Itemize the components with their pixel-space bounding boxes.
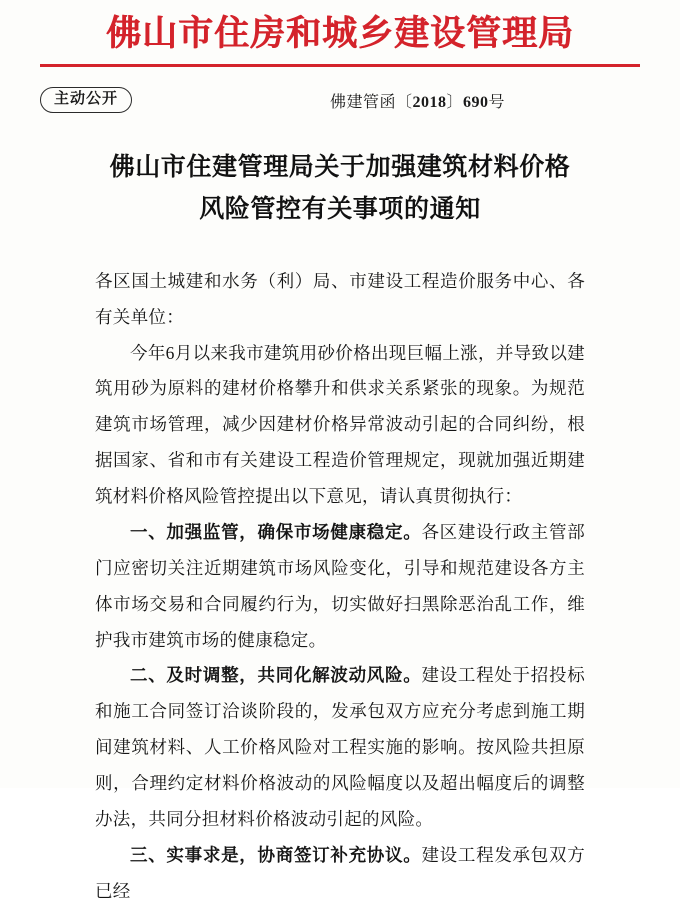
disclosure-badge: 主动公开 bbox=[40, 87, 132, 113]
paragraph-item-3 bbox=[95, 838, 585, 910]
item-1-text: 各区建设行政主管部门应密切关注近期建筑市场风险变化，引导和规范建设各方主体市场交易和合同履约行为，切实做好扫黑除恶治乱工作，维护我市建筑市场的健康稳定。 bbox=[95, 521, 585, 650]
document-number-suffix: 号 bbox=[488, 94, 506, 112]
document-body bbox=[95, 264, 585, 910]
paragraph-1: 今年6月以来我市建筑用砂价格出现巨幅上涨，并导致以建筑用砂为原料的建材价格攀升和供求关系紧张的现象。为规范建筑市场管理，减少因建材价格异常波动引起的合同纠纷，根据国家、省和市有关建设工程造价管理规定，现就加强近期建筑材料价格风险管控提出以下意见，请认真贯彻执行： bbox=[95, 342, 585, 506]
recipient-line: 各区国土城建和水务（利）局、市建设工程造价服务中心、各有关单位： bbox=[95, 270, 585, 327]
document-title-line-1: 佛山市住建管理局关于加强建筑材料价格 bbox=[109, 154, 571, 182]
item-3-text: 建设工程发承包双方已经 bbox=[95, 844, 585, 901]
document-number-prefix: 佛建管函 bbox=[330, 94, 397, 112]
item-2-text: 建设工程处于招投标和施工合同签订洽谈阶段的，发承包双方应充分考虑到施工期间建筑材料、人工价格风险对工程实施的影响。按风险共担原则，合理约定材料价格波动的风险幅度以及超出幅度后的调整办法，共同分担材料价格波动引起的风险。 bbox=[95, 665, 585, 829]
document-title bbox=[60, 147, 620, 230]
item-1-label: 一、加强监管，确保市场健康稳定。 bbox=[130, 521, 422, 542]
document-number-bracket-close: 〕 bbox=[446, 94, 464, 112]
masthead-divider bbox=[40, 64, 640, 67]
document-number-bracket-open: 〔 bbox=[396, 94, 413, 112]
item-2-label: 二、及时调整，共同化解波动风险。 bbox=[130, 665, 422, 686]
paragraph-item-1 bbox=[95, 515, 585, 659]
document-number bbox=[330, 89, 505, 112]
document-number-year: 2018 bbox=[412, 94, 447, 112]
document-number-serial: 690 bbox=[463, 94, 489, 112]
masthead bbox=[0, 0, 680, 67]
document-meta-row bbox=[40, 83, 640, 117]
issuing-authority-title: 佛山市住房和城乡建设管理局 bbox=[105, 14, 574, 53]
paragraph-item-2 bbox=[95, 658, 585, 837]
item-3-label: 三、实事求是，协商签订补充协议。 bbox=[130, 844, 422, 865]
document-title-line-2: 风险管控有关事项的通知 bbox=[199, 195, 481, 223]
